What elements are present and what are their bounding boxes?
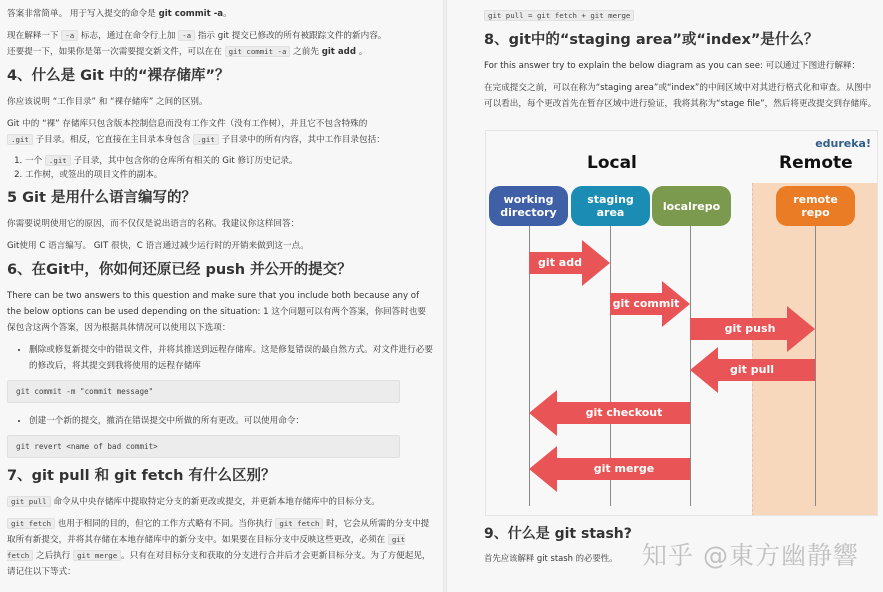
node-remote-repo	[776, 186, 855, 226]
zhihu-watermark: 知乎 @東方幽静響	[642, 541, 859, 570]
q7-paragraph-2	[7, 516, 434, 580]
q4-li1-a: 一个	[25, 156, 45, 166]
arrow-head-left-icon	[529, 446, 557, 492]
q4-list-item-1	[25, 154, 434, 168]
q7-text-2c: 之后执行	[33, 551, 74, 561]
q7-text-2d: 。只有在对目标分支和获取的分支进行合并后才会更新目标分支。为了方便起见，请记住以下等式：	[7, 551, 431, 577]
q7-text-1: 命令从中央存储库中提取特定分支的新更改或提交，并更新本地存储库中的目标分支。	[50, 497, 380, 507]
node-staging-line1: staging	[587, 193, 634, 206]
commit-a-code: git commit -a	[225, 46, 291, 57]
arrow-git-pull	[690, 347, 815, 393]
q5-paragraph-1: 你需要说明使用它的原因，而不仅仅是说出语言的名称。我建议你这样回答：	[7, 219, 300, 229]
q6-list-2	[29, 413, 434, 429]
node-remote-line1: remote	[793, 193, 838, 206]
git-fetch-code-3: git fetch	[7, 535, 406, 560]
arrow-head-left-icon	[529, 390, 557, 436]
git-fetch-code-2: git fetch	[275, 518, 323, 529]
arrow-git-push	[690, 306, 815, 352]
arrow-git-commit	[610, 281, 690, 327]
git-pull-code: git pull	[7, 496, 51, 507]
git-checkout-label: git checkout	[585, 406, 663, 419]
code-block-revert: git revert <name of bad commit>	[7, 435, 400, 458]
equation-code: git pull = git fetch + git merge	[484, 10, 634, 21]
q4-paragraph	[7, 116, 434, 148]
node-staging-area	[571, 186, 650, 226]
git-merge-label: git merge	[593, 462, 655, 475]
explain-text-6: 。	[356, 47, 368, 57]
q7-text-2a: 也用于相同的目的，但它的工作方式略有不同。当你执行	[55, 519, 276, 529]
explain-text-2: 标志，通过在命令行上加	[78, 31, 179, 41]
git-pull-label: git pull	[730, 363, 774, 376]
intro-command: git commit -a	[158, 9, 224, 19]
explain-text-4: 还要提一下，如果你是第一次需要提交新文件，可以在在	[7, 47, 225, 57]
q5-paragraph-2: Git使用 C 语言编写。 GIT 很快，C 语言通过减少运行时的开销来做到这一点。	[7, 241, 309, 251]
git-push-label: git push	[724, 322, 776, 335]
q7-heading: 7、git pull 和 git fetch 有什么区别？	[7, 468, 276, 484]
git-dir-code-2: .git	[193, 134, 219, 145]
q4-text-a: Git 中的 “裸” 存储库只包含版本控制信息而没有工作文件（没有工作树），并且它不包含特殊的	[7, 119, 368, 129]
arrow-git-add	[529, 240, 610, 286]
flag-a-code-2: -a	[178, 30, 195, 41]
intro-text: 答案非常简单。 用于写入提交的命令是	[7, 9, 159, 19]
node-staging-line2: area	[596, 206, 625, 219]
explain-text-3: 指示 git 提交已修改的所有被跟踪文件的新内容。	[195, 31, 387, 41]
node-working-label	[500, 193, 556, 219]
node-localrepo-line1: localrepo	[662, 199, 721, 213]
node-localrepo	[652, 186, 731, 226]
arrow-git-merge	[529, 446, 690, 492]
git-dir-code: .git	[7, 134, 33, 145]
node-working-line1: working	[503, 193, 554, 206]
column-divider	[443, 0, 447, 592]
git-merge-code: git merge	[73, 550, 121, 561]
q7-paragraph-1	[7, 494, 434, 510]
code-block-commit: git commit -m "commit message"	[7, 380, 400, 403]
flag-explanation	[7, 28, 434, 60]
explain-text-1: 现在解释一下	[7, 31, 62, 41]
git-dir-code-3: .git	[45, 155, 71, 166]
q6-heading: 6、在Git中，你如何还原已经 push 并公开的提交？	[7, 262, 352, 278]
intro-paragraph	[7, 6, 434, 22]
q5-heading: 5 Git 是用什么语言编写的？	[7, 190, 196, 206]
q4-list	[25, 154, 434, 182]
q4-li1-b: 子目录，其中包含你的仓库所有相关的 Git 修订历史记录。	[70, 156, 298, 166]
git-fetch-code: git fetch	[7, 518, 55, 529]
q6-bullet-2: • 创建一个新的提交，撤消在错误提交中所做的所有更改。可以使用命令：	[29, 413, 434, 429]
q9-section	[484, 524, 644, 572]
node-remote-line2: repo	[801, 206, 830, 219]
brand-logo: edureka!	[815, 137, 871, 150]
q4-heading: 4、什么是 Git 中的“裸存储库”？	[7, 68, 230, 84]
node-remote-label	[793, 193, 838, 219]
q4-list-item-2: 2. 工作树，或签出的项目文件的副本。	[25, 168, 434, 182]
remote-title: Remote	[779, 153, 853, 173]
arrow-git-checkout	[529, 390, 690, 436]
q4-text-c: 子目录中的所有内容，其中工作目录包括：	[218, 135, 385, 145]
git-workflow-diagram	[485, 130, 878, 516]
node-working-line2: directory	[500, 206, 557, 219]
git-add-bold: git add	[321, 47, 356, 57]
q9-paragraph: 首先应该解释 git stash 的必要性。	[484, 553, 618, 563]
q8-heading: 8、git中的“staging area”或“index”是什么？	[484, 32, 819, 48]
q8-paragraph-1: For this answer try to explain the below diagram as you can see: 可以通过下图进行解释：	[484, 61, 861, 71]
git-add-label: git add	[538, 256, 582, 269]
q6-bullet-1: • 删除或修复新提交中的错误文件，并将其推送到远程存储库。这是修复错误的最自然方式。对文件进行必要的修改后，将其提交到我将使用的远程存储库	[29, 342, 434, 374]
q6-paragraph: There can be two answers to this question and make sure that you include both because any of the below options can be used depending on the situation: 1 这个问题可以有两个答案，你回答时也要保包含这两个答案，因为根据具体情况可以使用以下选项：	[7, 291, 427, 333]
q8-paragraph-2: 在完成提交之前，可以在称为“staging area”或“index”的中间区域中对其进行格式化和审查。从图中可以看出，每个更改首先在暂存区域中进行验证，我将其称为“stage file”，然后将更改提交到存储库。	[484, 83, 877, 109]
explain-text-5: 之前先	[290, 47, 322, 57]
q9-heading: 9、什么是 git stash?	[484, 526, 632, 542]
intro-end: 。	[223, 9, 232, 19]
q6-list-1	[29, 342, 434, 374]
git-commit-label: git commit	[612, 297, 680, 310]
q7-text-2b: 时，它会从所需的分支中提取所有新提交，并将其存储在本地存储库中的新分支中。如果要在目标分支中反映这些更改，必须在	[7, 519, 430, 545]
equation-line	[484, 8, 879, 24]
local-title: Local	[587, 153, 637, 173]
flag-a-code: -a	[61, 30, 78, 41]
q4-intro: 你应该说明 “工作目录” 和 “裸存储库” 之间的区别。	[7, 97, 208, 107]
node-staging-label	[587, 193, 634, 219]
q4-text-b: 子目录。相反，它直接在主目录本身包含	[32, 135, 193, 145]
node-working-directory	[489, 186, 568, 226]
lifeline-remote	[815, 226, 816, 506]
